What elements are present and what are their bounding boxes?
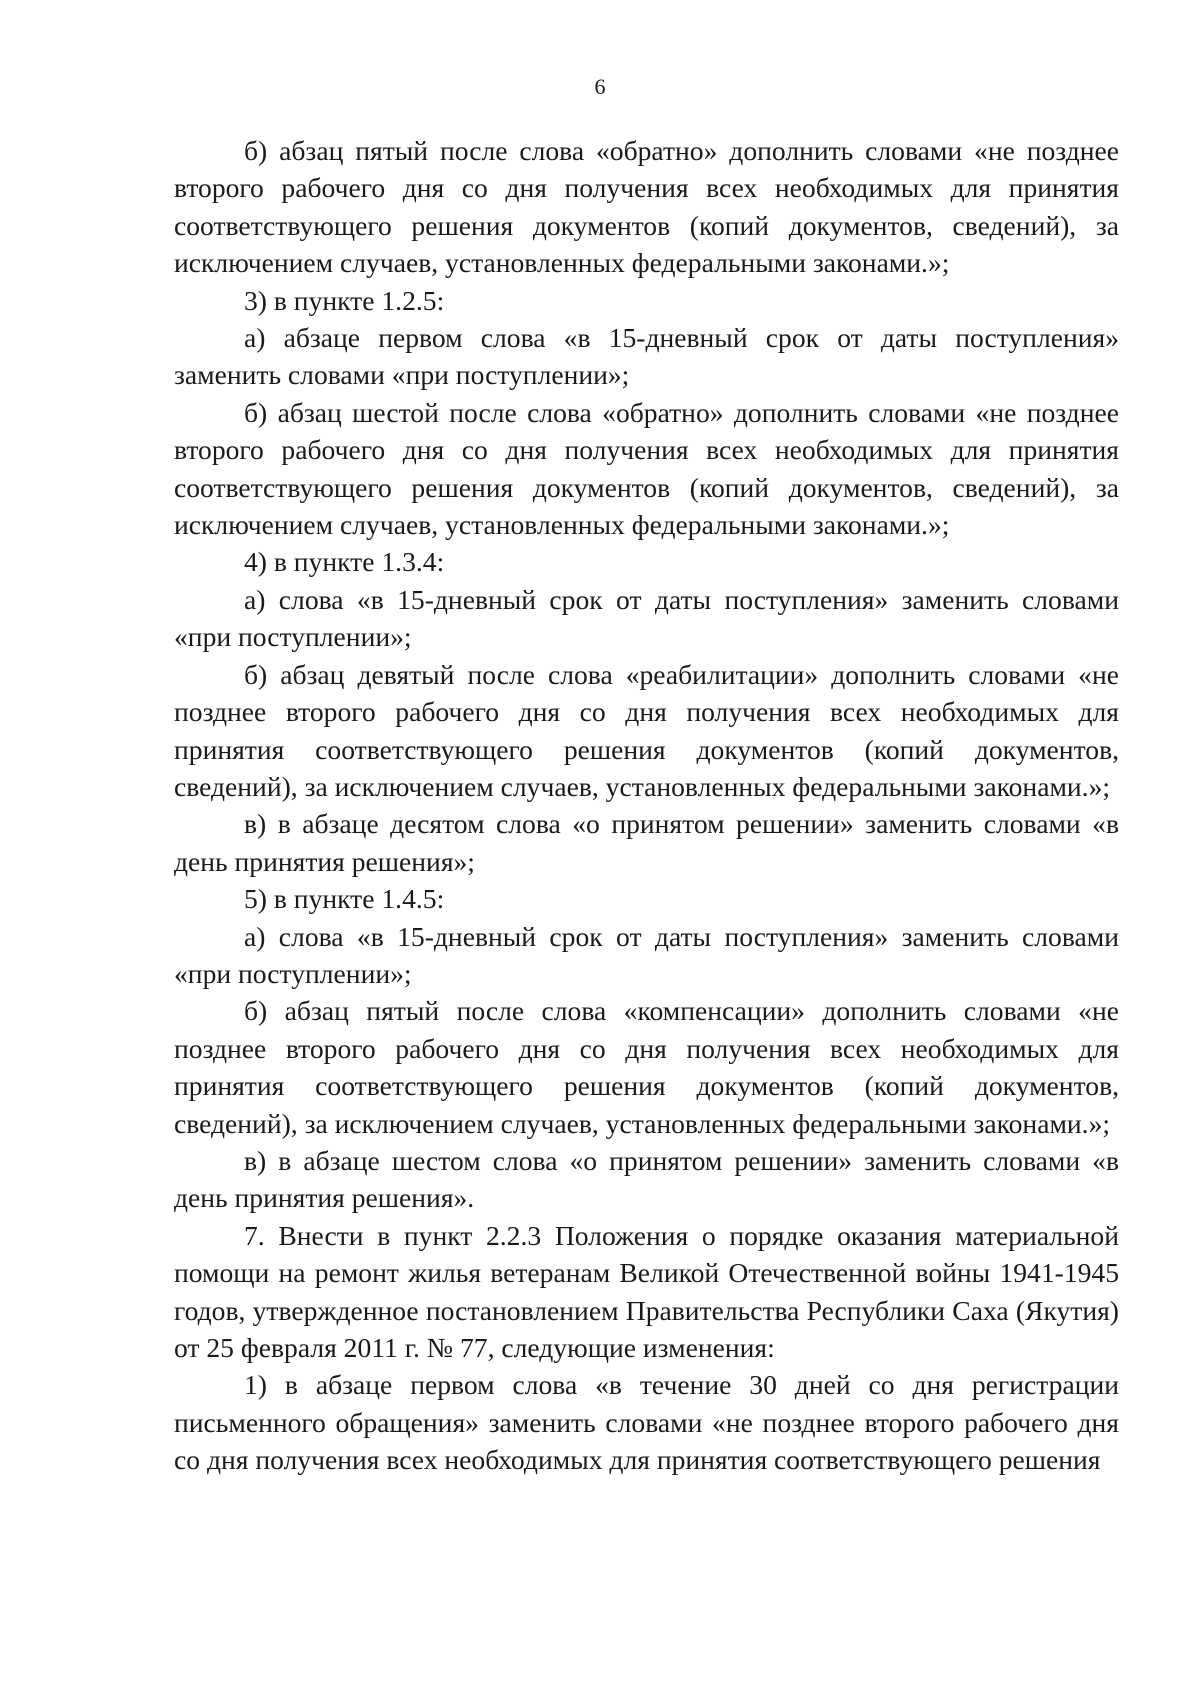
paragraph: 5) в пункте 1.4.5:: [244, 883, 445, 915]
paragraph: а) слова «в 15-дневный срок от даты поступления» заменить словами «при поступлении»;: [174, 920, 1119, 989]
paragraph: б) абзац пятый после слова «обратно» дополнить словами «не позднее второго рабочего дня со дня получения всех необходимых для принятия соответствующего решения документов (копий документов, сведений), за исключением случаев, установленных федеральными законами.»;: [174, 135, 1119, 279]
paragraph: а) абзаце первом слова «в 15-дневный срок от даты поступления» заменить словами «при поступлении»;: [174, 322, 1119, 391]
paragraph: в) в абзаце десятом слова «о принятом решении» заменить словами «в день принятия решения»;: [174, 808, 1119, 877]
paragraph: 7. Внести в пункт 2.2.3 Положения о порядке оказания материальной помощи на ремонт жилья ветеранам Великой Отечественной войны 1941-1945 годов, утвержденное постановлением Правительства Республики Саха (Якутия) от 25 февраля 2011 г. № 77, следующие изменения:: [174, 1219, 1119, 1363]
paragraph: 4) в пункте 1.3.4:: [244, 546, 445, 578]
paragraph: 1) в абзаце первом слова «в течение 30 дней со дня регистрации письменного обращения» заменить словами «не позднее второго рабочего дня со дня получения всех необходимых для принятия соответствующего решения: [174, 1369, 1119, 1476]
paragraph: а) слова «в 15-дневный срок от даты поступления» заменить словами «при поступлении»;: [174, 583, 1119, 653]
paragraph: б) абзац девятый после слова «реабилитации» дополнить словами «не позднее второго рабочего дня со дня получения всех необходимых для принятия соответствующего решения документов (копий документов, сведений), за исключением случаев, установленных федеральными законами.»;: [174, 658, 1119, 802]
document-body: [174, 132, 1119, 1479]
paragraph: в) в абзаце шестом слова «о принятом решении» заменить словами «в день принятия решения».: [174, 1144, 1119, 1214]
paragraph: 3) в пункте 1.2.5:: [244, 284, 445, 316]
paragraph: б) абзац шестой после слова «обратно» дополнить словами «не позднее второго рабочего дня со дня получения всех необходимых для принятия соответствующего решения документов (копий документов, сведений), за исключением случаев, установленных федеральными законами.»;: [174, 396, 1119, 541]
page-number: 6: [594, 74, 606, 99]
paragraph: б) абзац пятый после слова «компенсации» дополнить словами «не позднее второго рабочего дня со дня получения всех необходимых для принятия соответствующего решения документов (копий документов, сведений), за исключением случаев, установленных федеральными законами.»;: [174, 995, 1119, 1139]
